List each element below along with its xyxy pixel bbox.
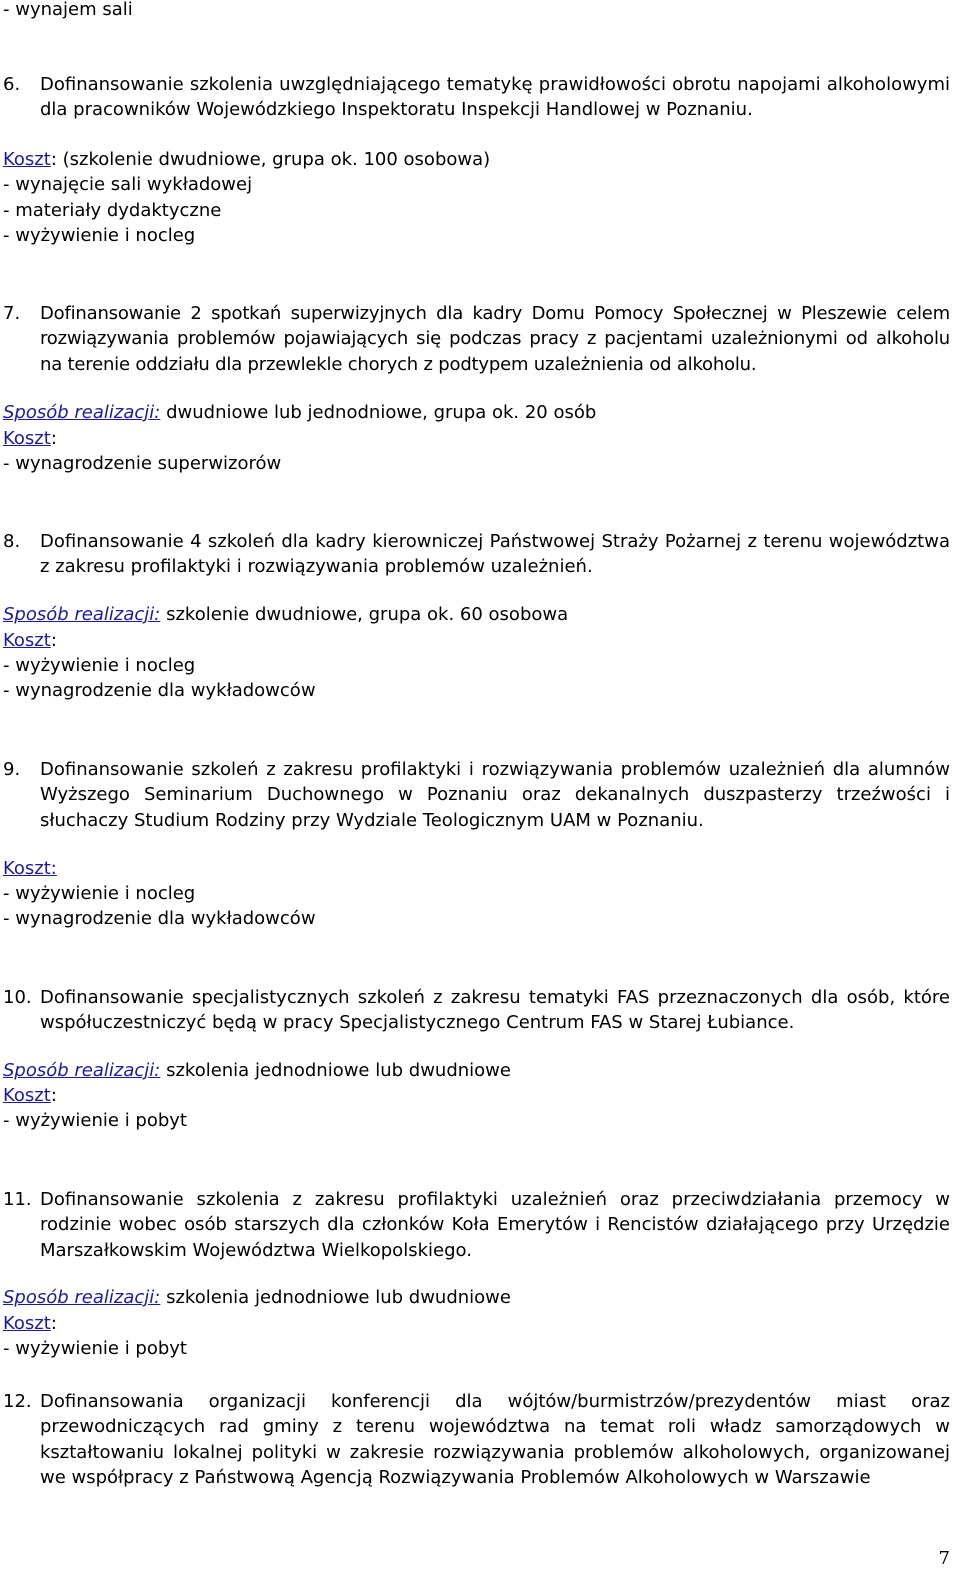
cost-line: - wyżywienie i nocleg: [3, 655, 196, 676]
top-cost-line: - wynajem sali: [3, 0, 133, 20]
sposob-detail: dwudniowe lub jednodniowe, grupa ok. 20 osób: [160, 402, 597, 423]
list-item-9: [3, 757, 950, 833]
item-text: Dofinansowanie specjalistycznych szkoleń z zakresu tematyki FAS przeznaczonych dla osób, które współuczestniczyć będą w pracy Specjalistycznego Centrum FAS w Starej Łubiance.: [40, 987, 950, 1034]
list-item-10: [3, 985, 950, 1036]
cost-line: - wyżywienie i pobyt: [3, 1110, 187, 1131]
sposob-label: Sposób realizacji:: [3, 402, 161, 423]
koszt-line: [3, 150, 490, 170]
item-text: Dofinansowanie szkolenia uwzględniającego tematykę prawidłowości obrotu napojami alkoholowymi dla pracowników Wojewódzkiego Inspektoratu Inspekcji Handlowej w Poznaniu.: [40, 74, 950, 121]
sposob-detail: szkolenia jednodniowe lub dwudniowe: [160, 1060, 511, 1081]
item-number: 12.: [3, 1391, 32, 1412]
sposob-label: Sposób realizacji:: [3, 1287, 161, 1308]
sposob-line: [3, 403, 596, 423]
item-number: 8.: [3, 531, 21, 552]
list-item-6: [3, 72, 950, 123]
cost-line: - wynagrodzenie superwizorów: [3, 453, 282, 474]
koszt-label: Koszt: [3, 1313, 51, 1334]
item-number: 11.: [3, 1189, 32, 1210]
sposob-label: Sposób realizacji:: [3, 604, 161, 625]
item-number: 7.: [3, 303, 21, 324]
cost-line: - materiały dydaktyczne: [3, 200, 222, 221]
koszt-line: Koszt:: [3, 1085, 57, 1106]
item-text: Dofinansowanie 4 szkoleń dla kadry kierowniczej Państwowej Straży Pożarnej z terenu województwa z zakresu profilaktyki i rozwiązywania problemów uzależnień.: [40, 531, 950, 578]
list-item-7: [3, 301, 950, 377]
sposob-line: [3, 1288, 511, 1308]
koszt-label: Koszt: [3, 149, 51, 170]
item-text: Dofinansowanie szkolenia z zakresu profilaktyki uzależnień oraz przeciwdziałania przemocy w rodzinie wobec osób starszych dla członków Koła Emerytów i Rencistów działającego przy Urzędzie Marszałkowskim Województwa Wielkopolskiego.: [40, 1189, 950, 1261]
list-item-12: [3, 1389, 950, 1490]
cost-line: - wyżywienie i nocleg: [3, 225, 196, 246]
page-number: 7: [938, 1548, 950, 1569]
koszt-label: Koszt: [3, 630, 51, 651]
item-number: 6.: [3, 74, 21, 95]
cost-line: - wynagrodzenie dla wykładowców: [3, 908, 316, 929]
koszt-label: Koszt:: [3, 858, 57, 879]
item-text: Dofinansowanie szkoleń z zakresu profilaktyki i rozwiązywania problemów uzależnień dla alumnów Wyższego Seminarium Duchownego w Poznaniu oraz dekanalnych duszpasterzy trzeźwości i słuchaczy Studium Rodziny przy Wydziale Teologicznym UAM w Poznaniu.: [40, 759, 950, 831]
cost-line: - wynagrodzenie dla wykładowców: [3, 680, 316, 701]
sposob-line: [3, 1061, 511, 1081]
koszt-line: Koszt:: [3, 1313, 57, 1334]
cost-line: - wyżywienie i pobyt: [3, 1338, 187, 1359]
item-number: 9.: [3, 759, 21, 780]
koszt-label: Koszt: [3, 1085, 51, 1106]
sposob-detail: szkolenie dwudniowe, grupa ok. 60 osobowa: [160, 604, 569, 625]
koszt-detail: : (szkolenie dwudniowe, grupa ok. 100 osobowa): [50, 149, 491, 170]
list-item-8: [3, 529, 950, 580]
sposob-label: Sposób realizacji:: [3, 1060, 161, 1081]
list-item-11: [3, 1187, 950, 1263]
koszt-line: Koszt:: [3, 428, 57, 449]
item-text: Dofinansowanie 2 spotkań superwizyjnych dla kadry Domu Pomocy Społecznej w Pleszewie celem rozwiązywania problemów pojawiających się podczas pracy z pacjentami uzależnionymi od alkoholu na terenie oddziału dla przewlekle chorych z podtypem uzależnienia od alkoholu.: [40, 303, 950, 375]
cost-line: - wyżywienie i nocleg: [3, 883, 196, 904]
item-number: 10.: [3, 987, 32, 1008]
koszt-line: Koszt:: [3, 630, 57, 651]
item-text: Dofinansowania organizacji konferencji dla wójtów/burmistrzów/prezydentów miast oraz przewodniczących rad gminy z terenu województwa na temat roli władz samorządowych w kształtowaniu lokalnej polityki w zakresie rozwiązywania problemów alkoholowych, organizowanej we współpracy z Państwową Agencją Rozwiązywania Problemów Alkoholowych w Warszawie: [40, 1391, 950, 1488]
sposob-line: [3, 605, 568, 625]
koszt-line: [3, 859, 57, 879]
koszt-label: Koszt: [3, 428, 51, 449]
cost-line: - wynajęcie sali wykładowej: [3, 174, 253, 195]
sposob-detail: szkolenia jednodniowe lub dwudniowe: [160, 1287, 511, 1308]
